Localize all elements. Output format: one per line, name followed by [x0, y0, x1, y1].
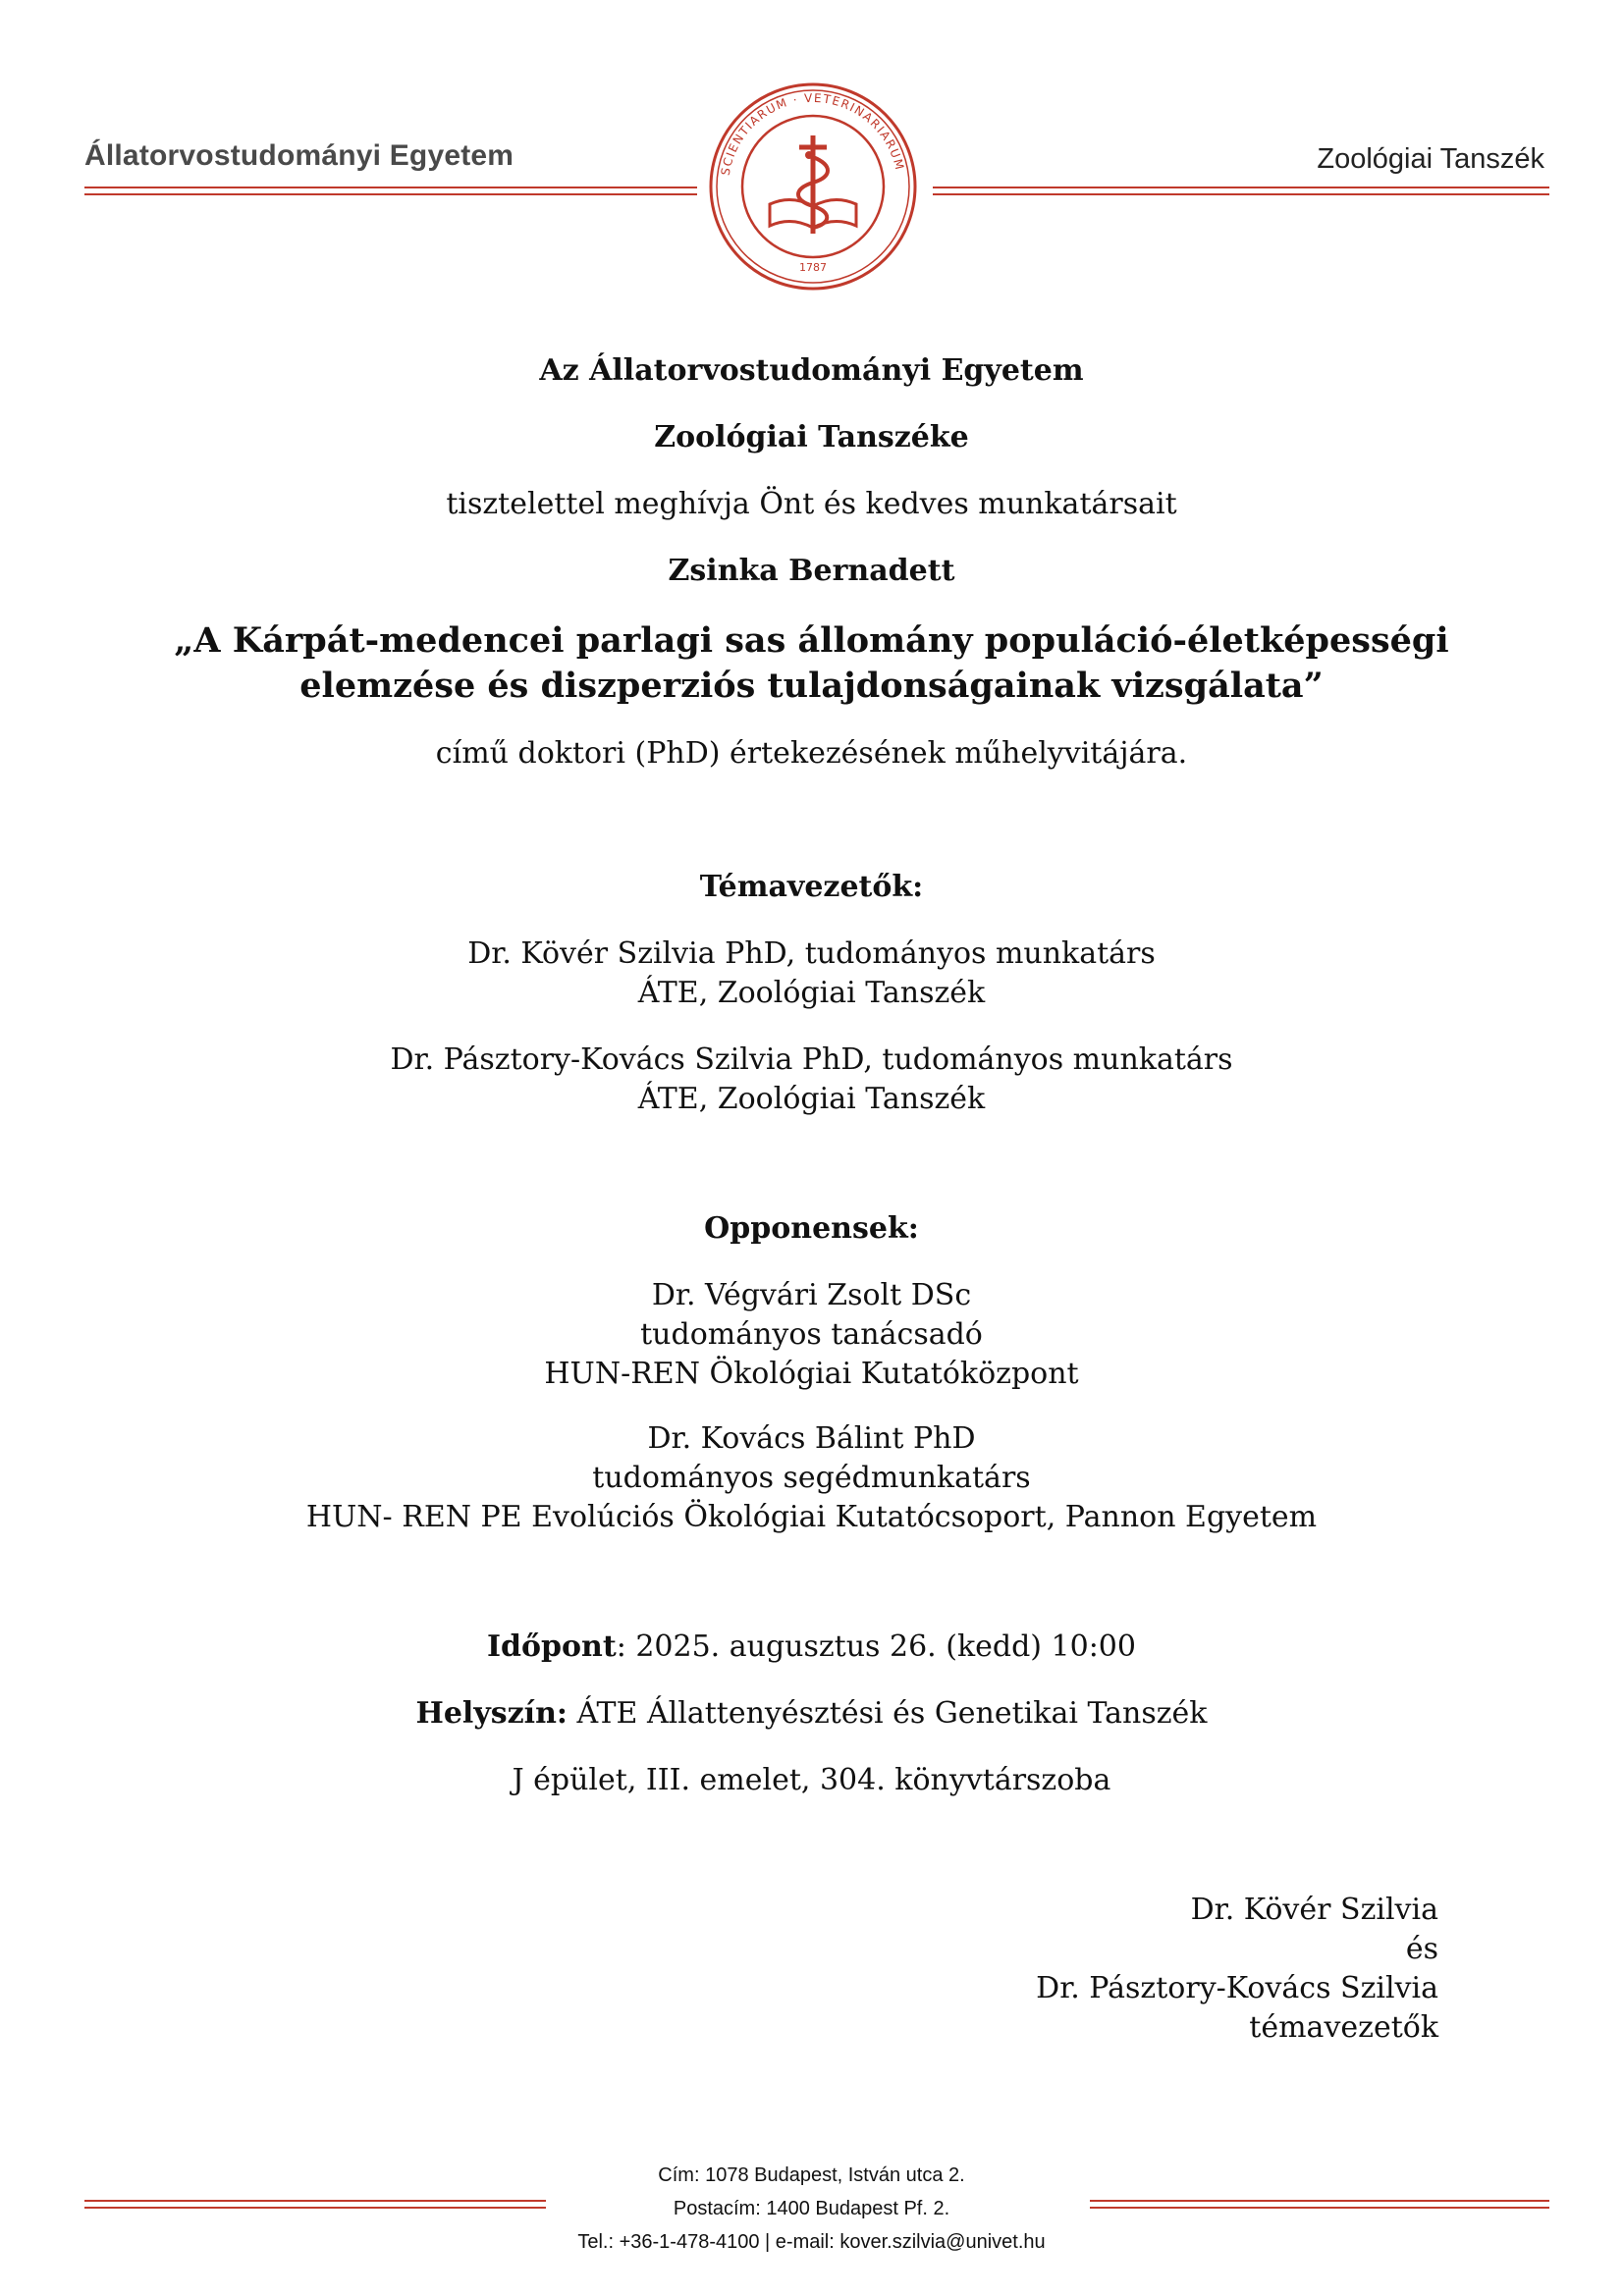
footer-rule-right-bottom	[1090, 2207, 1549, 2209]
footer-rule-right-top	[1090, 2200, 1549, 2202]
event-place-value: ÁTE Állattenyésztési és Genetikai Tanszék	[567, 1696, 1208, 1731]
invitation-line: tisztelettel meghívja Önt és kedves munkatársait	[446, 487, 1177, 521]
supervisors-heading: Témavezetők:	[699, 870, 924, 904]
event-place	[0, 1694, 1623, 1734]
signature-line-1: Dr. Kövér Szilvia	[1190, 1893, 1438, 1927]
event-room: J épület, III. emelet, 304. könyvtárszoba	[512, 1763, 1111, 1797]
thesis-subtitle: című doktori (PhD) értekezésének műhelyvitájára.	[435, 736, 1188, 771]
university-seal-logo	[705, 79, 921, 294]
event-time-value: : 2025. augusztus 26. (kedd) 10:00	[616, 1629, 1136, 1664]
department-name: Zoológiai Tanszék	[1317, 143, 1544, 175]
header-rule-left-bottom	[84, 193, 697, 195]
event-time-label: Időpont	[487, 1629, 617, 1664]
supervisor-2-affiliation: ÁTE, Zoológiai Tanszék	[637, 1082, 986, 1116]
signature-line-3: Dr. Pásztory-Kovács Szilvia	[1036, 1971, 1438, 2005]
header-rule-right-bottom	[933, 193, 1549, 195]
opponent-1-affiliation: HUN-REN Ökológiai Kutatóközpont	[544, 1357, 1079, 1391]
thesis-title-line-2: elemzése és diszperziós tulajdonságainak vizsgálata”	[299, 666, 1324, 706]
supervisor-1-affiliation: ÁTE, Zoológiai Tanszék	[637, 976, 986, 1010]
host-department: Zoológiai Tanszéke	[654, 420, 969, 454]
signature-line-4: témavezetők	[1249, 2010, 1438, 2045]
seal-arc-text: SCIENTIARUM · VETERINARIARUM	[718, 90, 907, 177]
footer-rule-left-bottom	[84, 2207, 546, 2209]
footer-address: Cím: 1078 Budapest, István utca 2.	[658, 2164, 965, 2186]
supervisor-1-name: Dr. Kövér Szilvia PhD, tudományos munkatárs	[467, 936, 1156, 971]
footer-contact: Tel.: +36-1-478-4100 | e-mail: kover.szilvia@univet.hu	[577, 2231, 1046, 2253]
thesis-title-line-1: „A Kárpát-medencei parlagi sas állomány populáció-életképességi	[174, 620, 1449, 661]
event-time	[0, 1628, 1623, 1667]
host-university: Az Állatorvostudományi Egyetem	[539, 353, 1084, 388]
opponent-1-name: Dr. Végvári Zsolt DSc	[651, 1278, 972, 1312]
signature-line-2: és	[1405, 1932, 1438, 1966]
supervisor-2-name: Dr. Pásztory-Kovács Szilvia PhD, tudományos munkatárs	[390, 1042, 1233, 1077]
header-rule-left-top	[84, 187, 697, 188]
seal-year: 1787	[799, 261, 827, 274]
opponent-2-role: tudományos segédmunkatárs	[592, 1461, 1031, 1495]
signature-block	[1036, 1891, 1438, 2048]
event-place-label: Helyszín:	[415, 1696, 568, 1731]
opponent-1-role: tudományos tanácsadó	[640, 1317, 983, 1352]
opponent-2-affiliation: HUN- REN PE Evolúciós Ökológiai Kutatócsoport, Pannon Egyetem	[305, 1500, 1318, 1534]
opponents-heading: Opponensek:	[704, 1211, 919, 1246]
university-name: Állatorvostudományi Egyetem	[84, 139, 514, 172]
opponent-2-name: Dr. Kovács Bálint PhD	[647, 1421, 976, 1456]
candidate-name: Zsinka Bernadett	[668, 554, 955, 588]
header-rule-right-top	[933, 187, 1549, 188]
footer-postal: Postacím: 1400 Budapest Pf. 2.	[673, 2198, 950, 2219]
footer-rule-left-top	[84, 2200, 546, 2202]
